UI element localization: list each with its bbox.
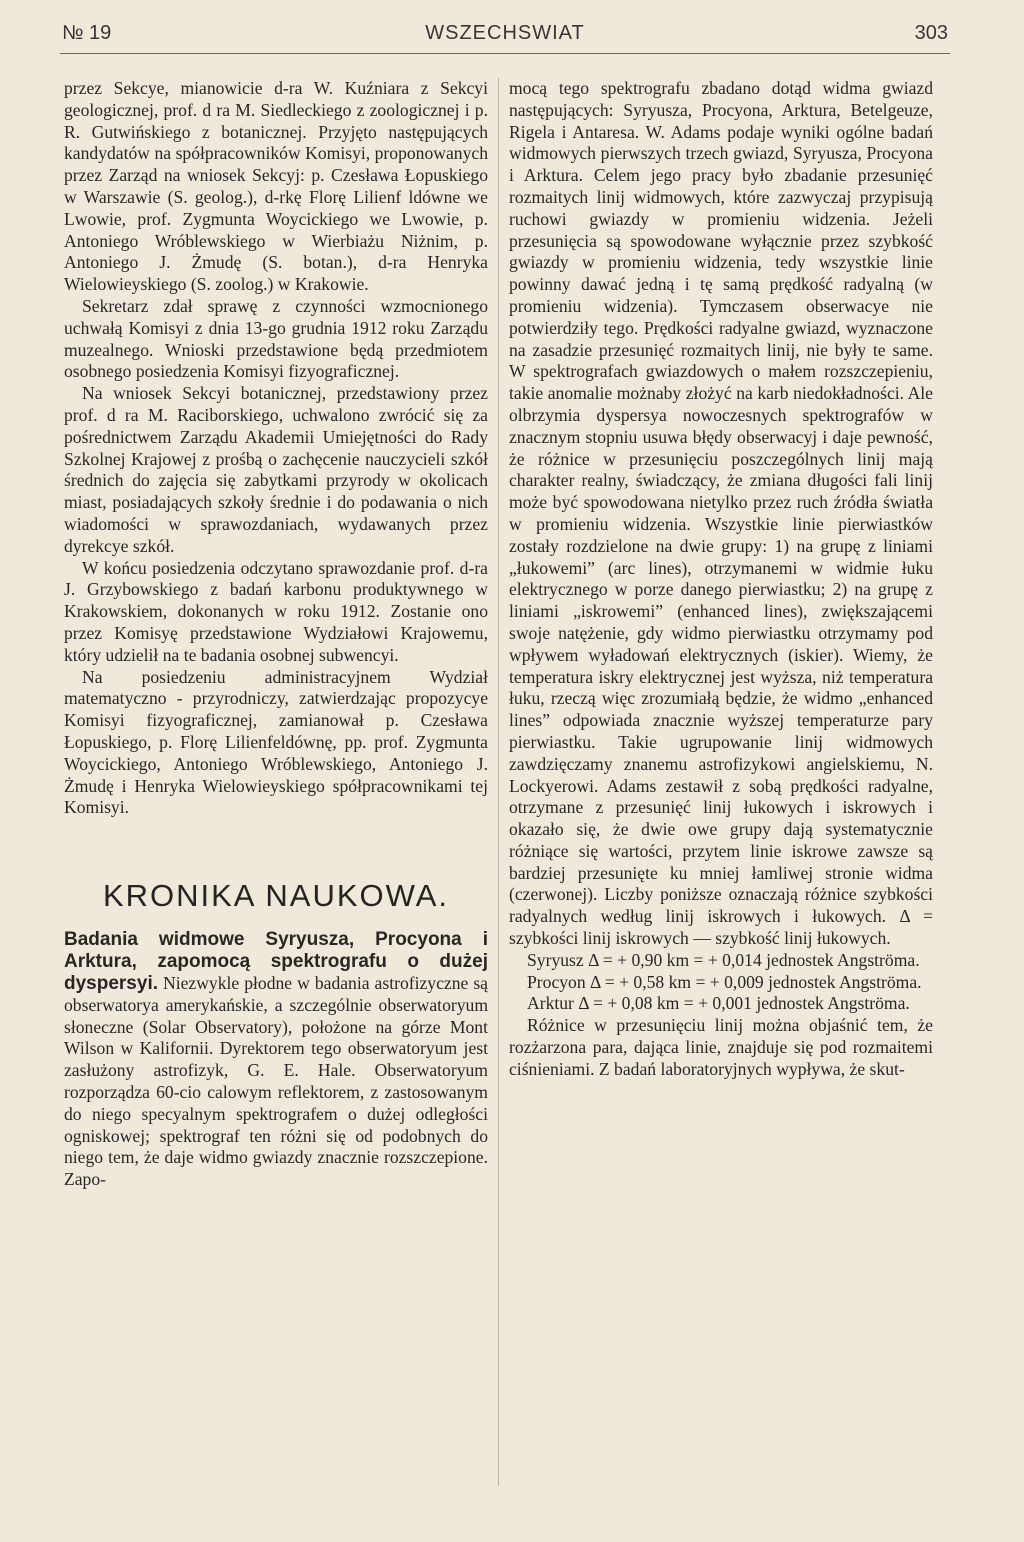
paragraph: W końcu posiedzenia odczytano sprawozdanie prof. d-ra J. Grzybowskiego z badań karbonu produktywnego w Krakowskiem, dokonanych w roku 1912. Zostanie ono przez Komisyę przedstawione Wydziałowi Krajowemu, który udzielił na te badania osobnej subwencyi.: [64, 557, 488, 665]
running-header: [62, 20, 948, 50]
article-paragraph: [64, 929, 488, 1191]
issue-number: № 19: [62, 22, 112, 44]
article-title: Badania widmowe Syryusza, Procyona i Arktura, zapomocą spektrografu o dużej dyspersyi.: [64, 928, 488, 994]
measurement-procyon: Procyon Δ = + 0,58 km = + 0,009 jednostek Angströma.: [527, 971, 922, 992]
section-heading: KRONIKA NAUKOWA.: [102, 878, 450, 914]
paragraph: Na posiedzeniu administracyjnem Wydział matematyczno - przyrodniczy, zatwierdzając propozycye Komisyi fizyograficznej, zamianował p. Czesława Łopuskiego, p. Florę Lilienfeldównę, pp. prof. Zygmunta Woycickiego, Antoniego Wróblewskiego, Antoniego J. Żmudę i Henryka Wielowieyskiego spółpracownikami tej Komisyi.: [64, 666, 488, 818]
paragraph: Różnice w przesunięciu linij można objaśnić tem, że rozżarzona para, dająca linie, znajduje się pod rozmaitemi ciśnieniami. Z badań laboratoryjnych wypływa, że skut-: [509, 1015, 933, 1079]
journal-title: WSZECHSWIAT: [425, 22, 585, 44]
paragraph: mocą tego spektrografu zbadano dotąd widma gwiazd następujących: Syryusza, Procyona, Arktura, Betelgeuze, Rigela i Antaresa. W. Adams podaje wyniki ogólne badań widmowych pierwszych trzech gwiazd, Syryusza, Procyona i Arktura. Celem jego pracy było zbadanie przesunięć rozmaitych linij widmowych, które zazwyczaj przypisują ruchowi gwiazdy w promieniu widzenia. Jeżeli przesunięcia są spowodowane wyłącznie przez szybkość gwiazdy w promieniu widzenia, tedy wszystkie linie powinny dawać jedną i tę samą prędkość radyalną (w promieniu widzenia). Tymczasem obserwacye nie potwierdziły tego. Prędkości radyalne gwiazd, wyznaczone na zasadzie przesunięć rozmaitych linij, nie były te same. W spektrografach gwiazdowych o małem rozszczepieniu, takie anomalie możnaby złożyć na karb niedokładności. Ale olbrzymia dyspersya nowoczesnych spektrografów w znacznym stopniu usuwa błędy obserwacyj i daje pewność, że różnice w przesunięciu poszczególnych linij mają charakter realny, świadczący, że zmiana długości fali linij może być spowodowana nietylko przez ruch źródła światła w promieniu widzenia. Wszystkie linie pierwiastków zostały rozdzielone na dwie grupy: 1) na grupę z liniami „łukowemi” (arc lines), otrzymanemi w widmie łuku elektrycznego w porze danego pierwiastku; 2) na grupę z liniami „iskrowemi” (enhanced lines), zwiększającemi swoje natężenie, gdy widmo pierwiastku otrzymamy pod wpływem wyładowań elektrycznych (iskier). Wiemy, że temperatura iskry elektrycznej jest wyższa, niż temperatura łuku, rzeczą więc zrozumiałą będzie, że widmo „enhanced lines” odpowiada znacznie wyższej temperaturze pary pierwiastku. Takie ugrupowanie linij widmowych zawdzięczamy znanemu astrofizykowi angielskiemu, N. Lockyerowi. Adams zestawił z sobą prędkości radyalne, otrzymane z przesunięć linij łukowych i iskrowych i okazało się, że dwie owe grupy dają systematycznie różniące się wartości, przytem linie iskrowe zawsze są bardziej przesunięte ku mniej łamliwej stronie widma (czerwonej). Liczby poniższe oznaczają różnice szybkości radyalnych według linij iskrowych i łukowych. Δ = szybkości linij iskrowych — szybkość linij łukowych.: [509, 78, 933, 949]
header-rule: [60, 53, 950, 54]
paragraph: Sekretarz zdał sprawę z czynności wzmocnionego uchwałą Komisyi z dnia 13-go grudnia 1912 roku Zarządu muzealnego. Wnioski przedstawione będą przedmiotem osobnego posiedzenia Komisyi fizyograficznej.: [64, 295, 488, 382]
left-column: [64, 78, 488, 1191]
paragraph: przez Sekcye, mianowicie d-ra W. Kuźniara z Sekcyi geologicznej, prof. d ra M. Siedleckiego z zoologicznej i p. R. Gutwińskiego z botanicznej. Przyjęto następujących kandydatów na spółpracowników Komisyi, proponowanych przez Zarząd na wniosek Sekcyj: p. Czesława Łopuskiego w Warszawie (S. geolog.), d-rkę Florę Lilienf ldówne we Lwowie, prof. Zygmunta Woycickiego we Lwowie, p. Antoniego Wróblewskiego w Wierbiażu Niżnim, p. Antoniego J. Żmudę (S. botan.), d-ra Henryka Wielowieyskiego (S. zoolog.) w Krakowie.: [64, 78, 488, 295]
paragraph: Na wniosek Sekcyi botanicznej, przedstawiony przez prof. d ra M. Raciborskiego, uchwalono zwrócić się za pośrednictwem Zarządu Akademii Umiejętności do Rady Szkolnej Krajowej z prośbą o zachęcenie nauczycieli szkół średnich do zajęcia się zabytkami przyrody w okolicach miast, posiadających szkoły średnie i do podawania o nich wiadomości w sprawozdaniach, wydawanych przez dyrekcye szkół.: [64, 383, 488, 556]
column-separator: [498, 78, 499, 1486]
measurement-sirius: Syryusz Δ = + 0,90 km = + 0,014 jednostek Angströma.: [527, 949, 920, 970]
article: [64, 929, 488, 1191]
measurement-arcturus: Arktur Δ = + 0,08 km = + 0,001 jednostek Angströma.: [527, 993, 910, 1014]
article-body: Niezwykle płodne w badania astrofizyczne są obserwatorya amerykańskie, a szczególnie obserwatoryum słoneczne (Solar Observatory), położone na górze Mont Wilson w Kalifornii. Dyrektorem tego obserwatoryum jest zasłużony astrofizyk, G. E. Hale. Obserwatoryum rozporządza 60-cio calowym reflektorem, z zastosowanym do niego specyalnym spektrografem o dużej odległości ogniskowej; spektrograf ten różni się od podobnych do niego tem, że daje widmo gwiazdy znacznie rozszczepione. Zapo-: [64, 972, 488, 1190]
page-number: 303: [914, 22, 948, 44]
right-column: [509, 78, 933, 1081]
